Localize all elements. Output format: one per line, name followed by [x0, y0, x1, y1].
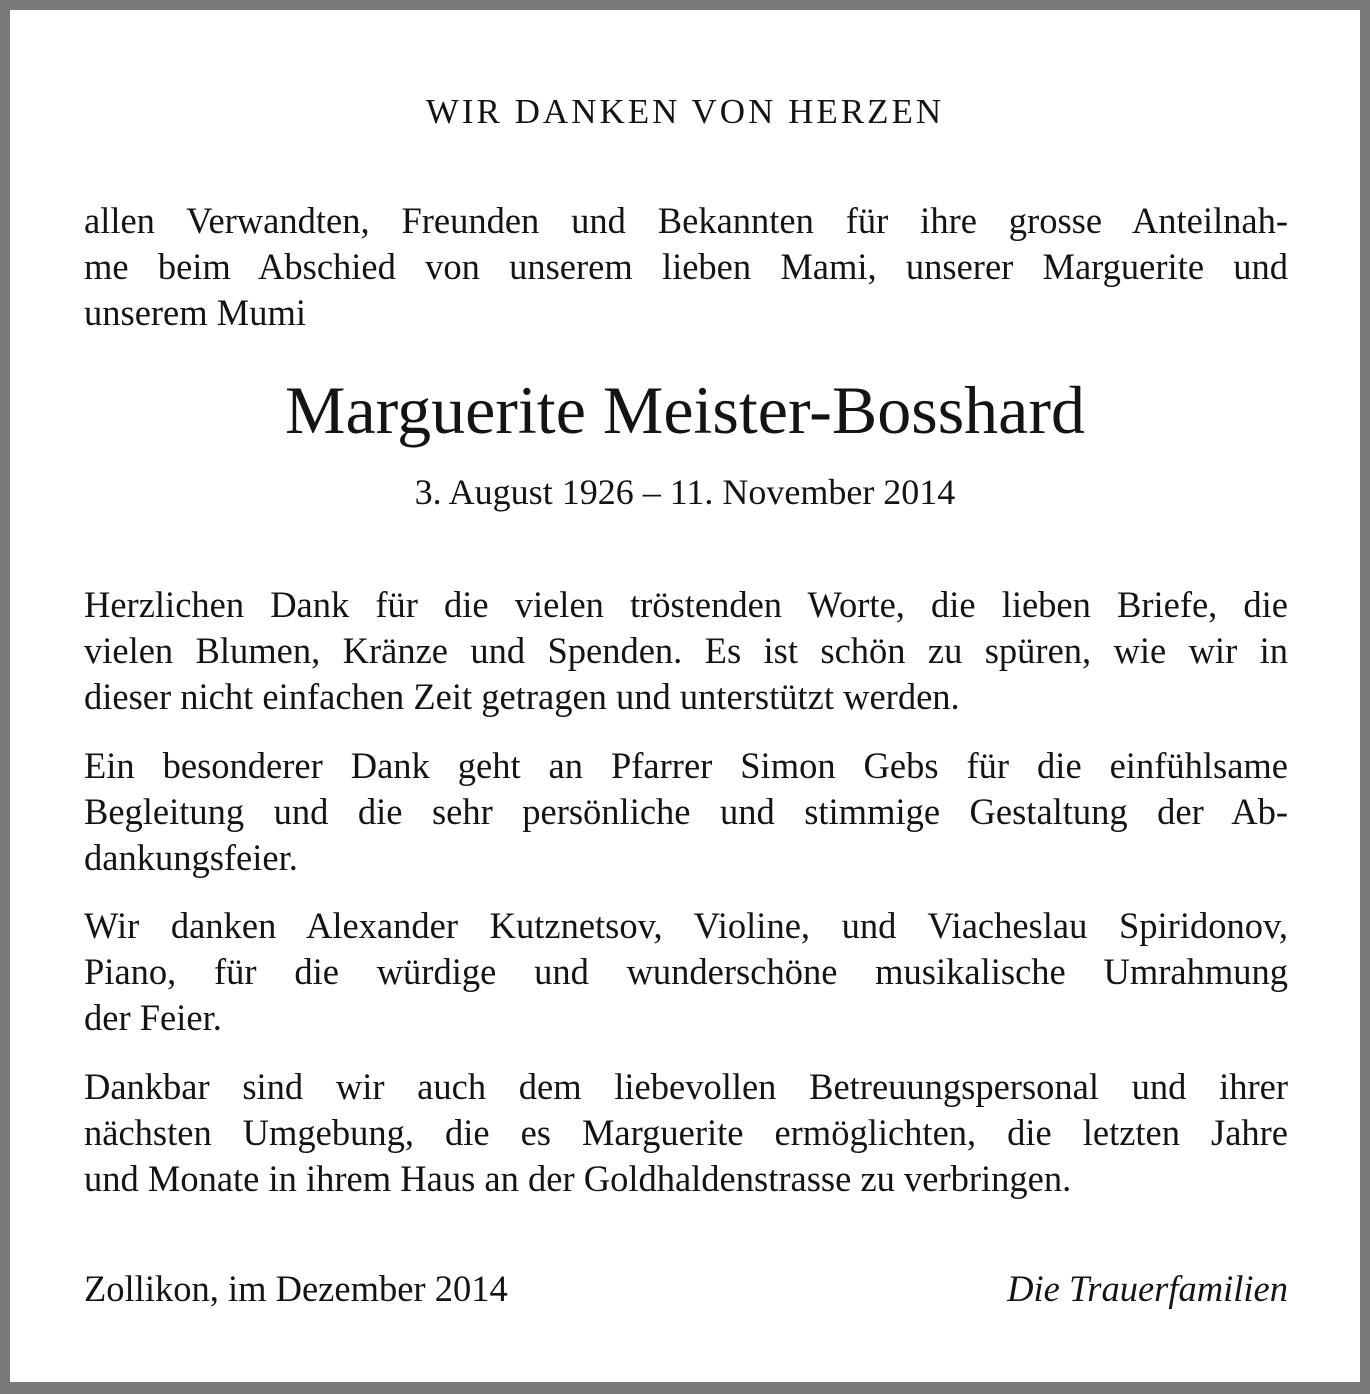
paragraph-line: dankungsfeier. [84, 837, 298, 878]
paragraph-line: vielen Blumen, Kränze und Spenden. Es ist schön zu spüren, wie wir in [84, 630, 1288, 671]
paragraph-line: Ein besonderer Dank geht an Pfarrer Simon Gebs für die einfühlsame [84, 745, 1288, 786]
intro-line: me beim Abschied von unserem lieben Mami, unserer Marguerite und [84, 246, 1288, 287]
paragraph-line: nächsten Umgebung, die es Marguerite ermöglichten, die letzten Jahre [84, 1112, 1288, 1153]
paragraph-line: Begleitung und die sehr persönliche und stimmige Gestaltung der Ab- [84, 791, 1288, 832]
paragraph-line: Herzlichen Dank für die vielen tröstenden Worte, die lieben Briefe, die [84, 584, 1288, 625]
notice-heading: WIR DANKEN VON HERZEN [425, 92, 945, 131]
life-dates: 3. August 1926 – 11. November 2014 [414, 472, 956, 512]
paragraph-line: Wir danken Alexander Kutznetsov, Violine, und Viacheslau Spiridonov, [84, 905, 1288, 946]
paragraph-line: Dankbar sind wir auch dem liebevollen Betreuungspersonal und ihrer [84, 1066, 1288, 1107]
intro-line: unserem Mumi [84, 292, 307, 333]
intro-line: allen Verwandten, Freunden und Bekannten für ihre grosse Anteilnah- [84, 200, 1288, 241]
thanks-paragraph-caregivers [84, 1064, 1288, 1202]
signature: Die Trauerfamilien [1007, 1268, 1288, 1309]
place-date: Zollikon, im Dezember 2014 [84, 1268, 508, 1309]
paragraph-line: dieser nicht einfachen Zeit getragen und unterstützt werden. [84, 676, 960, 717]
death-notice [10, 10, 1360, 1382]
paragraph-line: und Monate in ihrem Haus an der Goldhaldenstrasse zu verbringen. [84, 1158, 1072, 1199]
thanks-paragraph-musicians [84, 903, 1288, 1041]
thanks-paragraph-condolences [84, 582, 1288, 720]
paragraph-line: der Feier. [84, 997, 222, 1038]
thanks-paragraph-pastor [84, 743, 1288, 881]
deceased-name: Marguerite Meister-Bosshard [285, 372, 1085, 448]
paragraph-line: Piano, für die würdige und wunderschöne musikalische Umrahmung [84, 951, 1288, 992]
intro-paragraph [84, 198, 1288, 336]
